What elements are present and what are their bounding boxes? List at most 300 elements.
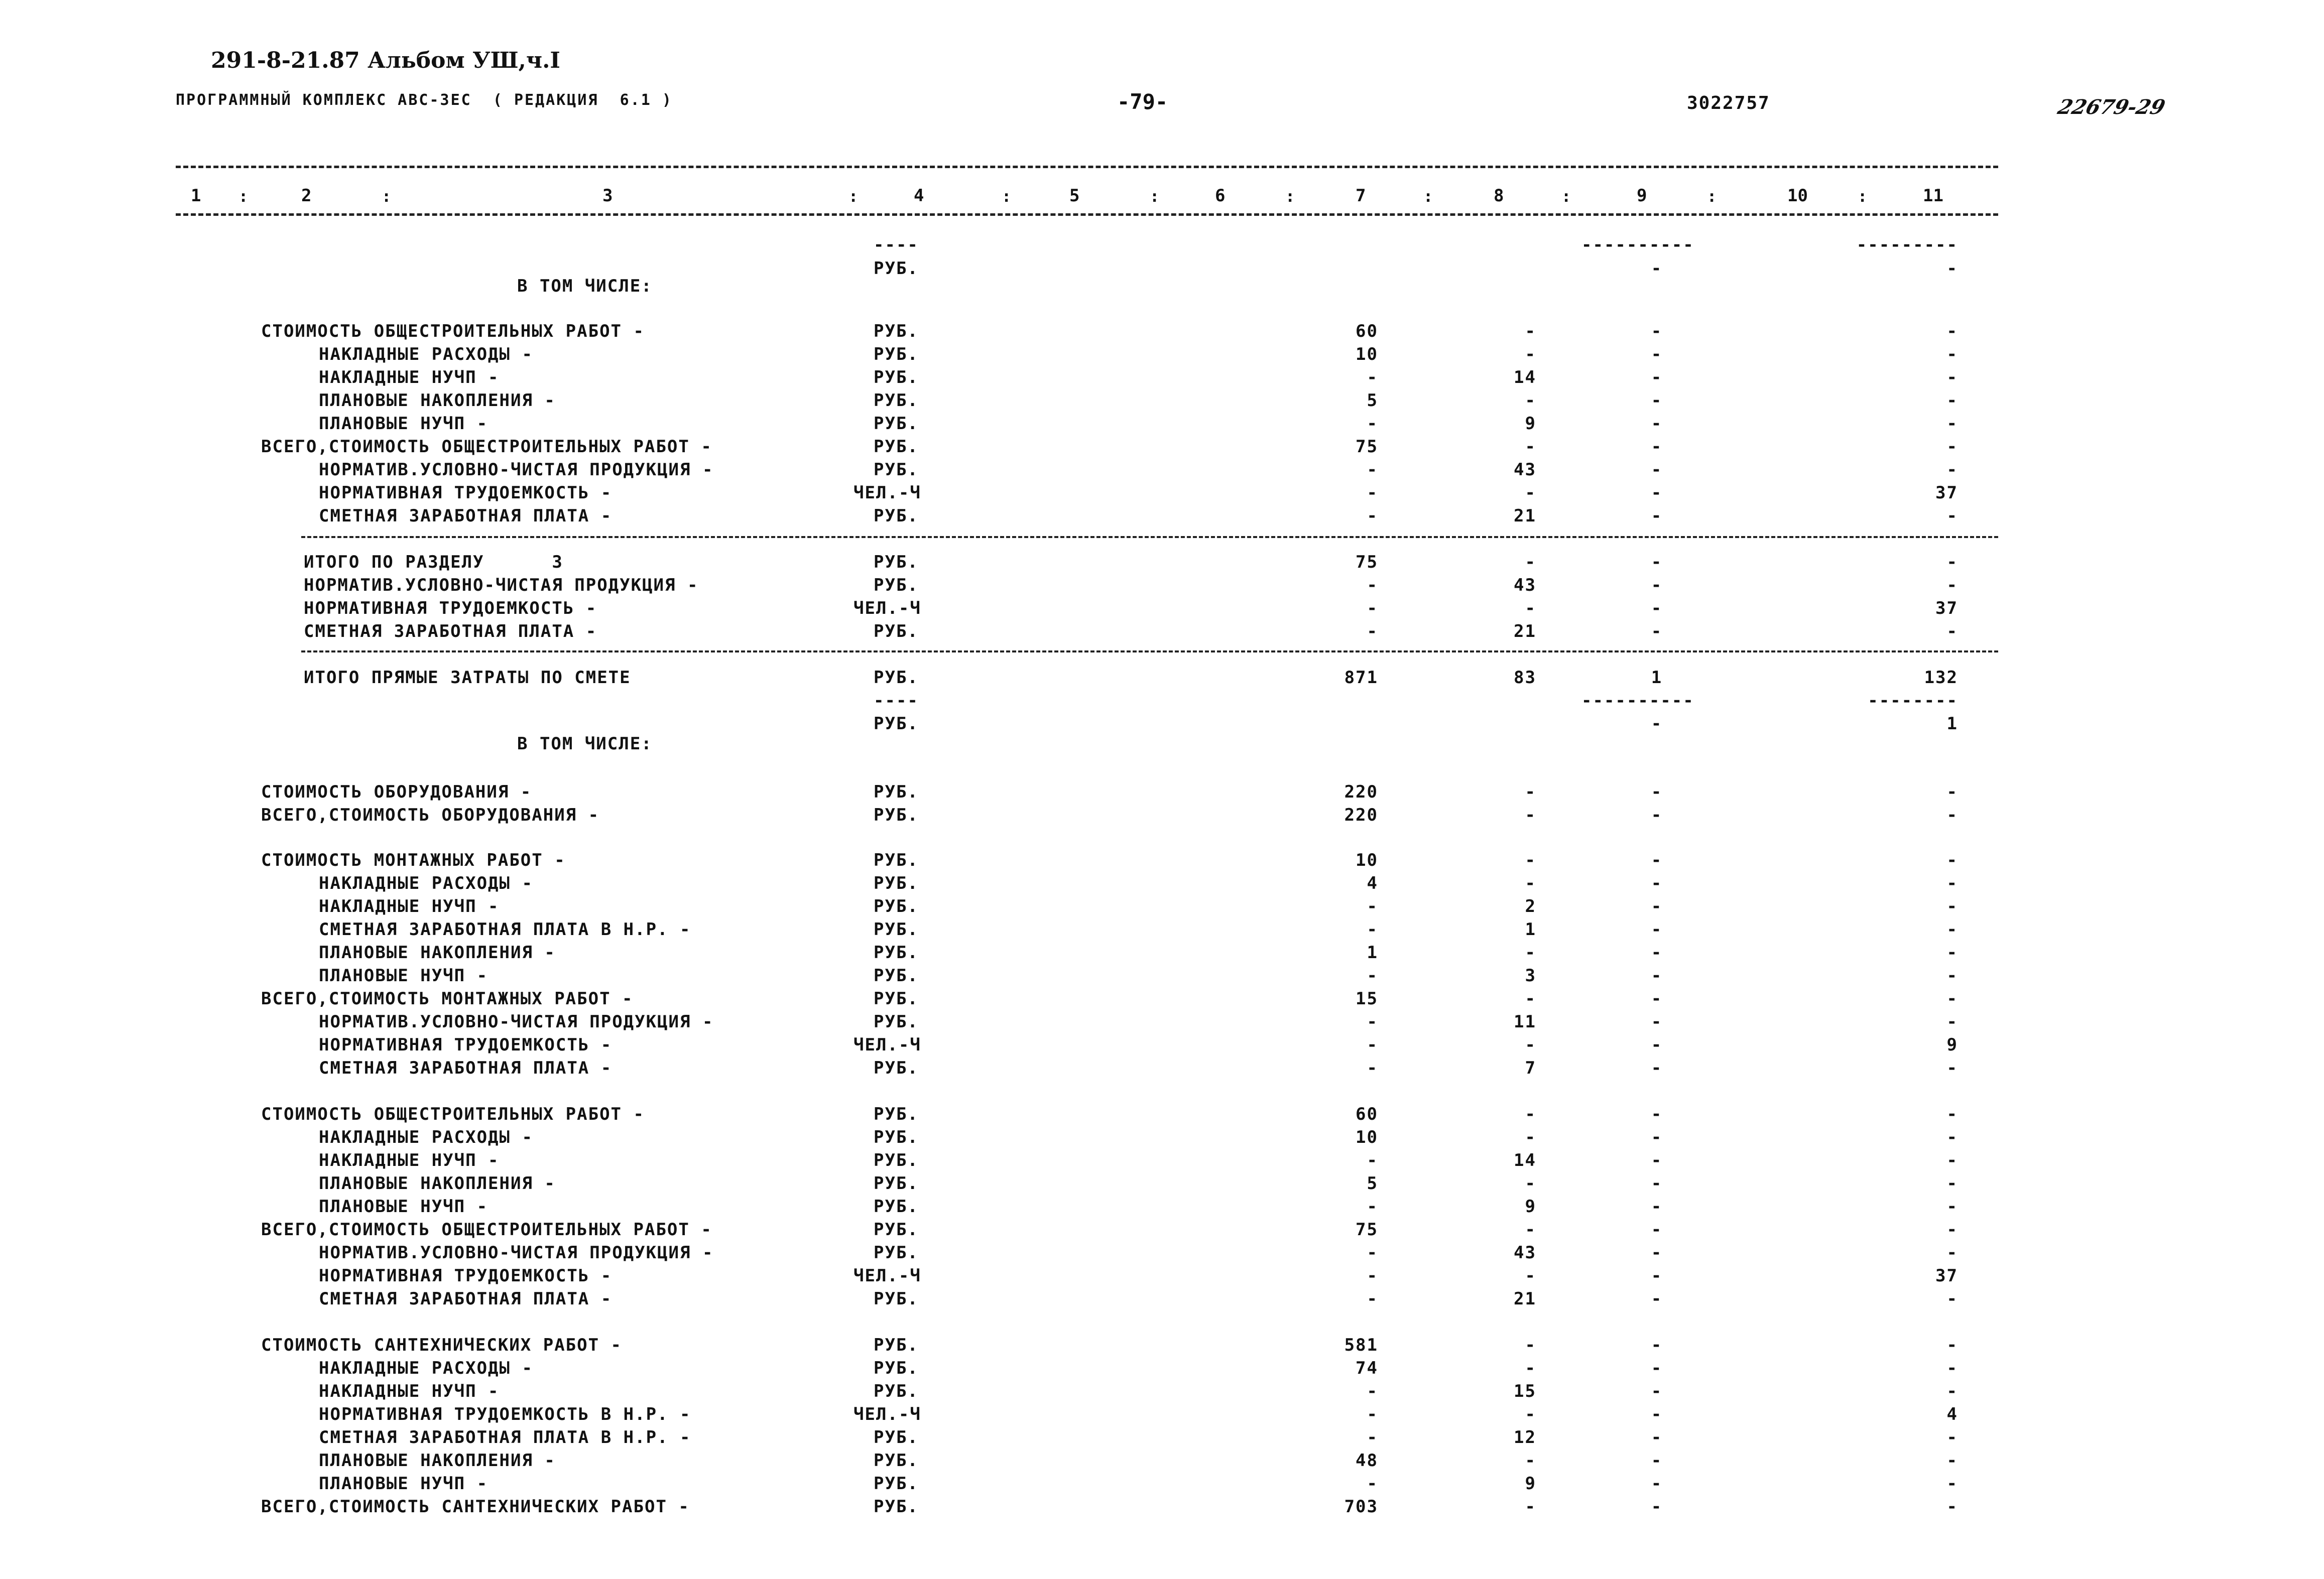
row-label: НОРМАТИВНАЯ ТРУДОЕМКОСТЬ -: [319, 1035, 613, 1055]
table-row: [0, 734, 2324, 756]
col9-value: -: [1651, 1243, 1663, 1263]
col11-value: -: [1946, 943, 1958, 963]
table-row: [0, 668, 2324, 690]
row-label: НОРМАТИВ.УСЛОВНО-ЧИСТАЯ ПРОДУКЦИЯ -: [319, 460, 714, 480]
row-unit: ЧЕЛ.-Ч: [853, 1404, 921, 1424]
col11-value: -: [1946, 621, 1958, 641]
cost-value: 75: [1356, 552, 1378, 572]
cost-value: -: [1367, 1035, 1378, 1055]
table-row: [0, 782, 2324, 804]
col11-value: -: [1946, 1220, 1958, 1240]
col9-value: -: [1651, 1497, 1663, 1517]
col9-value: -: [1651, 1381, 1663, 1401]
row-label: ИТОГО ПО РАЗДЕЛУ 3: [304, 552, 563, 572]
table-top-rule: [176, 166, 1998, 168]
nuchp-value: 2: [1525, 896, 1536, 916]
table-row: [0, 1474, 2324, 1496]
col11-value: -: [1946, 1451, 1958, 1471]
col11-value: 37: [1935, 1266, 1958, 1286]
nuchp-value: 21: [1514, 506, 1536, 526]
row-unit: РУБ.: [874, 321, 919, 341]
table-row: [0, 1497, 2324, 1519]
nuchp-value: -: [1525, 390, 1536, 411]
col11-value: 4: [1946, 1404, 1958, 1424]
row-unit: РУБ.: [874, 782, 919, 802]
col11-value: -: [1946, 805, 1958, 825]
nuchp-value: -: [1525, 805, 1536, 825]
row-label: В ТОМ ЧИСЛЕ:: [517, 734, 653, 754]
cost-value: 10: [1356, 850, 1378, 870]
column-separator: :: [1285, 187, 1295, 206]
row-unit: РУБ.: [874, 896, 919, 916]
row-unit: ----: [874, 691, 919, 711]
col11-value: 1: [1946, 714, 1958, 734]
row-unit: РУБ.: [874, 437, 919, 457]
col9-value: -: [1651, 1404, 1663, 1424]
row-label: НОРМАТИВНАЯ ТРУДОЕМКОСТЬ -: [319, 1266, 613, 1286]
row-unit: РУБ.: [874, 1427, 919, 1448]
col11-value: -: [1946, 321, 1958, 341]
row-unit: РУБ.: [874, 367, 919, 387]
table-row: [0, 1404, 2324, 1426]
col11-value: 37: [1935, 598, 1958, 618]
cost-value: -: [1367, 1404, 1378, 1424]
row-label: НОРМАТИВ.УСЛОВНО-ЧИСТАЯ ПРОДУКЦИЯ -: [319, 1243, 714, 1263]
col9-value: -: [1651, 873, 1663, 893]
col9-value: -: [1651, 1358, 1663, 1378]
nuchp-value: -: [1525, 1358, 1536, 1378]
row-unit: РУБ.: [874, 1197, 919, 1217]
cost-value: -: [1367, 460, 1378, 480]
row-unit: РУБ.: [874, 390, 919, 411]
col9-value: -: [1651, 805, 1663, 825]
col11-value: ---------: [1856, 235, 1958, 255]
row-label: ВСЕГО,СТОИМОСТЬ ОБОРУДОВАНИЯ -: [261, 805, 600, 825]
column-separator: :: [1858, 187, 1868, 206]
cost-value: 581: [1344, 1335, 1378, 1355]
row-label: ВСЕГО,СТОИМОСТЬ ОБЩЕСТРОИТЕЛЬНЫХ РАБОТ -: [261, 437, 712, 457]
row-unit: РУБ.: [874, 1220, 919, 1240]
cost-value: -: [1367, 598, 1378, 618]
row-unit: РУБ.: [874, 506, 919, 526]
program-name: ПРОГРАММНЫЙ КОМПЛЕКС АВС-3ЕС ( РЕДАКЦИЯ 6.1 ): [176, 91, 673, 109]
row-unit: РУБ.: [874, 805, 919, 825]
row-label: ПЛАНОВЫЕ НАКОПЛЕНИЯ -: [319, 1451, 556, 1471]
table-row: [0, 276, 2324, 298]
nuchp-value: 9: [1525, 1474, 1536, 1494]
nuchp-value: 7: [1525, 1058, 1536, 1078]
nuchp-value: -: [1525, 344, 1536, 364]
row-label: ПЛАНОВЫЕ НАКОПЛЕНИЯ -: [319, 1173, 556, 1194]
nuchp-value: -: [1525, 1220, 1536, 1240]
cost-value: -: [1367, 1266, 1378, 1286]
table-row: [0, 1451, 2324, 1473]
column-number: 10: [1787, 186, 1808, 206]
row-unit: ЧЕЛ.-Ч: [853, 1266, 921, 1286]
nuchp-value: 83: [1514, 668, 1536, 688]
column-number: 6: [1215, 186, 1226, 206]
column-number: 11: [1923, 186, 1943, 206]
document-code: 3022757: [1687, 93, 1770, 113]
row-label: СМЕТНАЯ ЗАРАБОТНАЯ ПЛАТА -: [304, 621, 597, 641]
nuchp-value: -: [1525, 989, 1536, 1009]
column-number: 9: [1637, 186, 1647, 206]
table-row: [0, 989, 2324, 1011]
col11-value: -: [1946, 1427, 1958, 1448]
row-label: НАКЛАДНЫЕ РАСХОДЫ -: [319, 873, 533, 893]
cost-value: -: [1367, 414, 1378, 434]
row-unit: РУБ.: [874, 1451, 919, 1471]
table-row: [0, 873, 2324, 895]
col11-value: -: [1946, 552, 1958, 572]
nuchp-value: 3: [1525, 966, 1536, 986]
col9-value: -: [1651, 258, 1663, 279]
column-separator: :: [1002, 187, 1012, 206]
col9-value: -: [1651, 1035, 1663, 1055]
cost-value: -: [1367, 483, 1378, 503]
col9-value: -: [1651, 367, 1663, 387]
col9-value: -: [1651, 896, 1663, 916]
nuchp-value: -: [1525, 1335, 1536, 1355]
row-label: СТОИМОСТЬ МОНТАЖНЫХ РАБОТ -: [261, 850, 566, 870]
row-label: СМЕТНАЯ ЗАРАБОТНАЯ ПЛАТА В Н.Р. -: [319, 1427, 691, 1448]
cost-value: 220: [1344, 782, 1378, 802]
row-unit: РУБ.: [874, 258, 919, 279]
col9-value: -: [1651, 1104, 1663, 1124]
nuchp-value: -: [1525, 943, 1536, 963]
row-label: НОРМАТИВНАЯ ТРУДОЕМКОСТЬ -: [319, 483, 613, 503]
col9-value: -: [1651, 1220, 1663, 1240]
nuchp-value: -: [1525, 1127, 1536, 1147]
row-label: ИТОГО ПРЯМЫЕ ЗАТРАТЫ ПО СМЕТЕ: [304, 668, 631, 688]
col11-value: -: [1946, 414, 1958, 434]
row-unit: РУБ.: [874, 575, 919, 595]
col9-value: -: [1651, 1335, 1663, 1355]
cost-value: 60: [1356, 1104, 1378, 1124]
row-unit: РУБ.: [874, 966, 919, 986]
nuchp-value: 14: [1514, 367, 1536, 387]
nuchp-value: -: [1525, 437, 1536, 457]
nuchp-value: -: [1525, 1035, 1536, 1055]
col11-value: -: [1946, 989, 1958, 1009]
nuchp-value: -: [1525, 850, 1536, 870]
col11-value: -: [1946, 1289, 1958, 1309]
col9-value: -: [1651, 1451, 1663, 1471]
col9-value: ----------: [1581, 235, 1694, 255]
table-row: [0, 714, 2324, 736]
row-unit: РУБ.: [874, 1012, 919, 1032]
col9-value: -: [1651, 621, 1663, 641]
row-label: НОРМАТИВ.УСЛОВНО-ЧИСТАЯ ПРОДУКЦИЯ -: [304, 575, 699, 595]
table-row: [0, 552, 2324, 574]
row-unit: ----: [874, 235, 919, 255]
col9-value: -: [1651, 782, 1663, 802]
row-label: СТОИМОСТЬ ОБЩЕСТРОИТЕЛЬНЫХ РАБОТ -: [261, 1104, 645, 1124]
col9-value: -: [1651, 966, 1663, 986]
col11-value: 132: [1924, 668, 1958, 688]
nuchp-value: -: [1525, 1173, 1536, 1194]
col11-value: -: [1946, 1173, 1958, 1194]
row-unit: РУБ.: [874, 919, 919, 940]
row-label: НОРМАТИВ.УСЛОВНО-ЧИСТАЯ ПРОДУКЦИЯ -: [319, 1012, 714, 1032]
col11-value: -: [1946, 575, 1958, 595]
row-label: ВСЕГО,СТОИМОСТЬ ОБЩЕСТРОИТЕЛЬНЫХ РАБОТ -: [261, 1220, 712, 1240]
row-unit: РУБ.: [874, 714, 919, 734]
cost-value: 1: [1367, 943, 1378, 963]
column-number: 2: [301, 186, 312, 206]
col11-value: -: [1946, 1127, 1958, 1147]
nuchp-value: 11: [1514, 1012, 1536, 1032]
col11-value: -: [1946, 506, 1958, 526]
col9-value: -: [1651, 1127, 1663, 1147]
row-unit: ЧЕЛ.-Ч: [853, 598, 921, 618]
col9-value: -: [1651, 1266, 1663, 1286]
cost-value: -: [1367, 1289, 1378, 1309]
table-row: [0, 1335, 2324, 1357]
col9-value: -: [1651, 919, 1663, 940]
cost-value: -: [1367, 1150, 1378, 1170]
col9-value: -: [1651, 598, 1663, 618]
row-label: НАКЛАДНЫЕ РАСХОДЫ -: [319, 1358, 533, 1378]
row-label: НОРМАТИВНАЯ ТРУДОЕМКОСТЬ В Н.Р. -: [319, 1404, 691, 1424]
col9-value: -: [1651, 414, 1663, 434]
row-unit: РУБ.: [874, 1474, 919, 1494]
table-row: [0, 1173, 2324, 1196]
table-row: [0, 850, 2324, 872]
column-number: 8: [1494, 186, 1504, 206]
row-unit: РУБ.: [874, 1358, 919, 1378]
col11-value: -: [1946, 1358, 1958, 1378]
col9-value: -: [1651, 850, 1663, 870]
nuchp-value: -: [1525, 321, 1536, 341]
row-label: СМЕТНАЯ ЗАРАБОТНАЯ ПЛАТА -: [319, 1289, 613, 1309]
col9-value: -: [1651, 390, 1663, 411]
col11-value: 9: [1946, 1035, 1958, 1055]
col9-value: -: [1651, 1173, 1663, 1194]
table-row: [0, 943, 2324, 965]
table-row: [0, 575, 2324, 597]
table-row: [0, 483, 2324, 505]
col11-value: -: [1946, 344, 1958, 364]
row-unit: РУБ.: [874, 1381, 919, 1401]
cost-value: 15: [1356, 989, 1378, 1009]
cost-value: -: [1367, 506, 1378, 526]
nuchp-value: 21: [1514, 621, 1536, 641]
row-unit: РУБ.: [874, 668, 919, 688]
column-number: 4: [914, 186, 924, 206]
table-row: [0, 1381, 2324, 1403]
column-number: 3: [602, 186, 613, 206]
nuchp-value: 21: [1514, 1289, 1536, 1309]
col11-value: -: [1946, 1104, 1958, 1124]
handwritten-stamp: 22679-29: [2055, 95, 2168, 119]
column-separator: :: [848, 187, 859, 206]
table-row: [0, 321, 2324, 343]
cost-value: -: [1367, 919, 1378, 940]
row-label: НАКЛАДНЫЕ НУЧП -: [319, 896, 500, 916]
table-row: [0, 390, 2324, 413]
row-unit: РУБ.: [874, 1127, 919, 1147]
row-unit: РУБ.: [874, 943, 919, 963]
cost-value: -: [1367, 1012, 1378, 1032]
col9-value: -: [1651, 1427, 1663, 1448]
cost-value: -: [1367, 966, 1378, 986]
nuchp-value: -: [1525, 782, 1536, 802]
col11-value: -: [1946, 437, 1958, 457]
table-row: [0, 896, 2324, 918]
column-separator: :: [382, 187, 392, 206]
nuchp-value: 1: [1525, 919, 1536, 940]
column-separator: :: [1707, 187, 1717, 206]
column-number: 7: [1356, 186, 1366, 206]
col9-value: -: [1651, 506, 1663, 526]
col11-value: -: [1946, 896, 1958, 916]
table-row: [0, 414, 2324, 436]
col11-value: -: [1946, 1150, 1958, 1170]
cost-value: 5: [1367, 1173, 1378, 1194]
table-row: [0, 344, 2324, 366]
table-row: [0, 691, 2324, 713]
cost-value: 10: [1356, 1127, 1378, 1147]
row-label: СМЕТНАЯ ЗАРАБОТНАЯ ПЛАТА -: [319, 506, 613, 526]
col9-value: -: [1651, 437, 1663, 457]
row-unit: РУБ.: [874, 344, 919, 364]
col11-value: -: [1946, 1381, 1958, 1401]
row-unit: РУБ.: [874, 1243, 919, 1263]
row-label: НАКЛАДНЫЕ РАСХОДЫ -: [319, 1127, 533, 1147]
cost-value: 5: [1367, 390, 1378, 411]
cost-value: -: [1367, 1243, 1378, 1263]
cost-value: 60: [1356, 321, 1378, 341]
col9-value: -: [1651, 989, 1663, 1009]
col9-value: ----------: [1581, 691, 1694, 711]
table-row: [0, 460, 2324, 482]
col11-value: -: [1946, 460, 1958, 480]
table-row: [0, 598, 2324, 620]
col11-value: -: [1946, 873, 1958, 893]
cost-value: -: [1367, 1197, 1378, 1217]
col11-value: -: [1946, 850, 1958, 870]
col11-value: -: [1946, 1058, 1958, 1078]
col11-value: -: [1946, 1497, 1958, 1517]
col9-value: -: [1651, 1289, 1663, 1309]
table-row: [0, 1289, 2324, 1311]
section-separator: [301, 536, 1998, 538]
row-label: НОРМАТИВНАЯ ТРУДОЕМКОСТЬ -: [304, 598, 597, 618]
row-unit: РУБ.: [874, 989, 919, 1009]
row-unit: РУБ.: [874, 460, 919, 480]
cost-value: 4: [1367, 873, 1378, 893]
col9-value: -: [1651, 575, 1663, 595]
row-label: ПЛАНОВЫЕ НАКОПЛЕНИЯ -: [319, 943, 556, 963]
col11-value: -: [1946, 1197, 1958, 1217]
col11-value: -: [1946, 1335, 1958, 1355]
nuchp-value: 9: [1525, 1197, 1536, 1217]
cost-value: -: [1367, 367, 1378, 387]
row-label: В ТОМ ЧИСЛЕ:: [517, 276, 653, 296]
cost-value: 703: [1344, 1497, 1378, 1517]
nuchp-value: 43: [1514, 1243, 1536, 1263]
row-label: ВСЕГО,СТОИМОСТЬ САНТЕХНИЧЕСКИХ РАБОТ -: [261, 1497, 690, 1517]
table-row: [0, 621, 2324, 643]
cost-value: 871: [1344, 668, 1378, 688]
nuchp-value: 9: [1525, 414, 1536, 434]
nuchp-value: -: [1525, 1451, 1536, 1471]
col9-value: -: [1651, 943, 1663, 963]
section-separator: [301, 650, 1998, 652]
row-label: СМЕТНАЯ ЗАРАБОТНАЯ ПЛАТА В Н.Р. -: [319, 919, 691, 940]
column-separator: :: [1150, 187, 1160, 206]
col11-value: -: [1946, 1474, 1958, 1494]
cost-value: -: [1367, 1381, 1378, 1401]
col9-value: -: [1651, 1150, 1663, 1170]
table-row: [0, 1220, 2324, 1242]
row-label: СМЕТНАЯ ЗАРАБОТНАЯ ПЛАТА -: [319, 1058, 613, 1078]
album-title: 291-8-21.87 Альбом УШ,ч.I: [211, 48, 560, 73]
column-separator: :: [1423, 187, 1433, 206]
table-row: [0, 1150, 2324, 1172]
nuchp-value: -: [1525, 552, 1536, 572]
col11-value: -: [1946, 367, 1958, 387]
col11-value: 37: [1935, 483, 1958, 503]
row-label: ВСЕГО,СТОИМОСТЬ МОНТАЖНЫХ РАБОТ -: [261, 989, 634, 1009]
nuchp-value: -: [1525, 1497, 1536, 1517]
nuchp-value: -: [1525, 598, 1536, 618]
row-unit: РУБ.: [874, 552, 919, 572]
table-header-rule: [176, 213, 1998, 216]
table-row: [0, 367, 2324, 389]
col9-value: -: [1651, 552, 1663, 572]
col9-value: -: [1651, 460, 1663, 480]
cost-value: -: [1367, 621, 1378, 641]
row-unit: РУБ.: [874, 414, 919, 434]
table-row: [0, 1358, 2324, 1380]
row-label: ПЛАНОВЫЕ НУЧП -: [319, 414, 488, 434]
row-unit: РУБ.: [874, 621, 919, 641]
row-label: ПЛАНОВЫЕ НУЧП -: [319, 966, 488, 986]
col9-value: -: [1651, 1197, 1663, 1217]
row-label: НАКЛАДНЫЕ НУЧП -: [319, 1150, 500, 1170]
col11-value: -: [1946, 258, 1958, 279]
table-row: [0, 919, 2324, 942]
col9-value: -: [1651, 1474, 1663, 1494]
nuchp-value: 43: [1514, 575, 1536, 595]
cost-value: 220: [1344, 805, 1378, 825]
nuchp-value: 43: [1514, 460, 1536, 480]
cost-value: 75: [1356, 437, 1378, 457]
row-unit: РУБ.: [874, 1497, 919, 1517]
row-unit: РУБ.: [874, 1058, 919, 1078]
table-row: [0, 1127, 2324, 1149]
col9-value: -: [1651, 1012, 1663, 1032]
col9-value: -: [1651, 714, 1663, 734]
page-number: -79-: [1117, 89, 1168, 114]
col11-value: -: [1946, 782, 1958, 802]
nuchp-value: -: [1525, 1404, 1536, 1424]
col9-value: -: [1651, 344, 1663, 364]
col11-value: -: [1946, 919, 1958, 940]
table-row: [0, 1197, 2324, 1219]
row-unit: ЧЕЛ.-Ч: [853, 483, 921, 503]
cost-value: 48: [1356, 1451, 1378, 1471]
table-row: [0, 506, 2324, 528]
cost-value: -: [1367, 1058, 1378, 1078]
cost-value: 10: [1356, 344, 1378, 364]
row-unit: РУБ.: [874, 850, 919, 870]
column-separator: :: [238, 187, 249, 206]
cost-value: 74: [1356, 1358, 1378, 1378]
nuchp-value: 12: [1514, 1427, 1536, 1448]
